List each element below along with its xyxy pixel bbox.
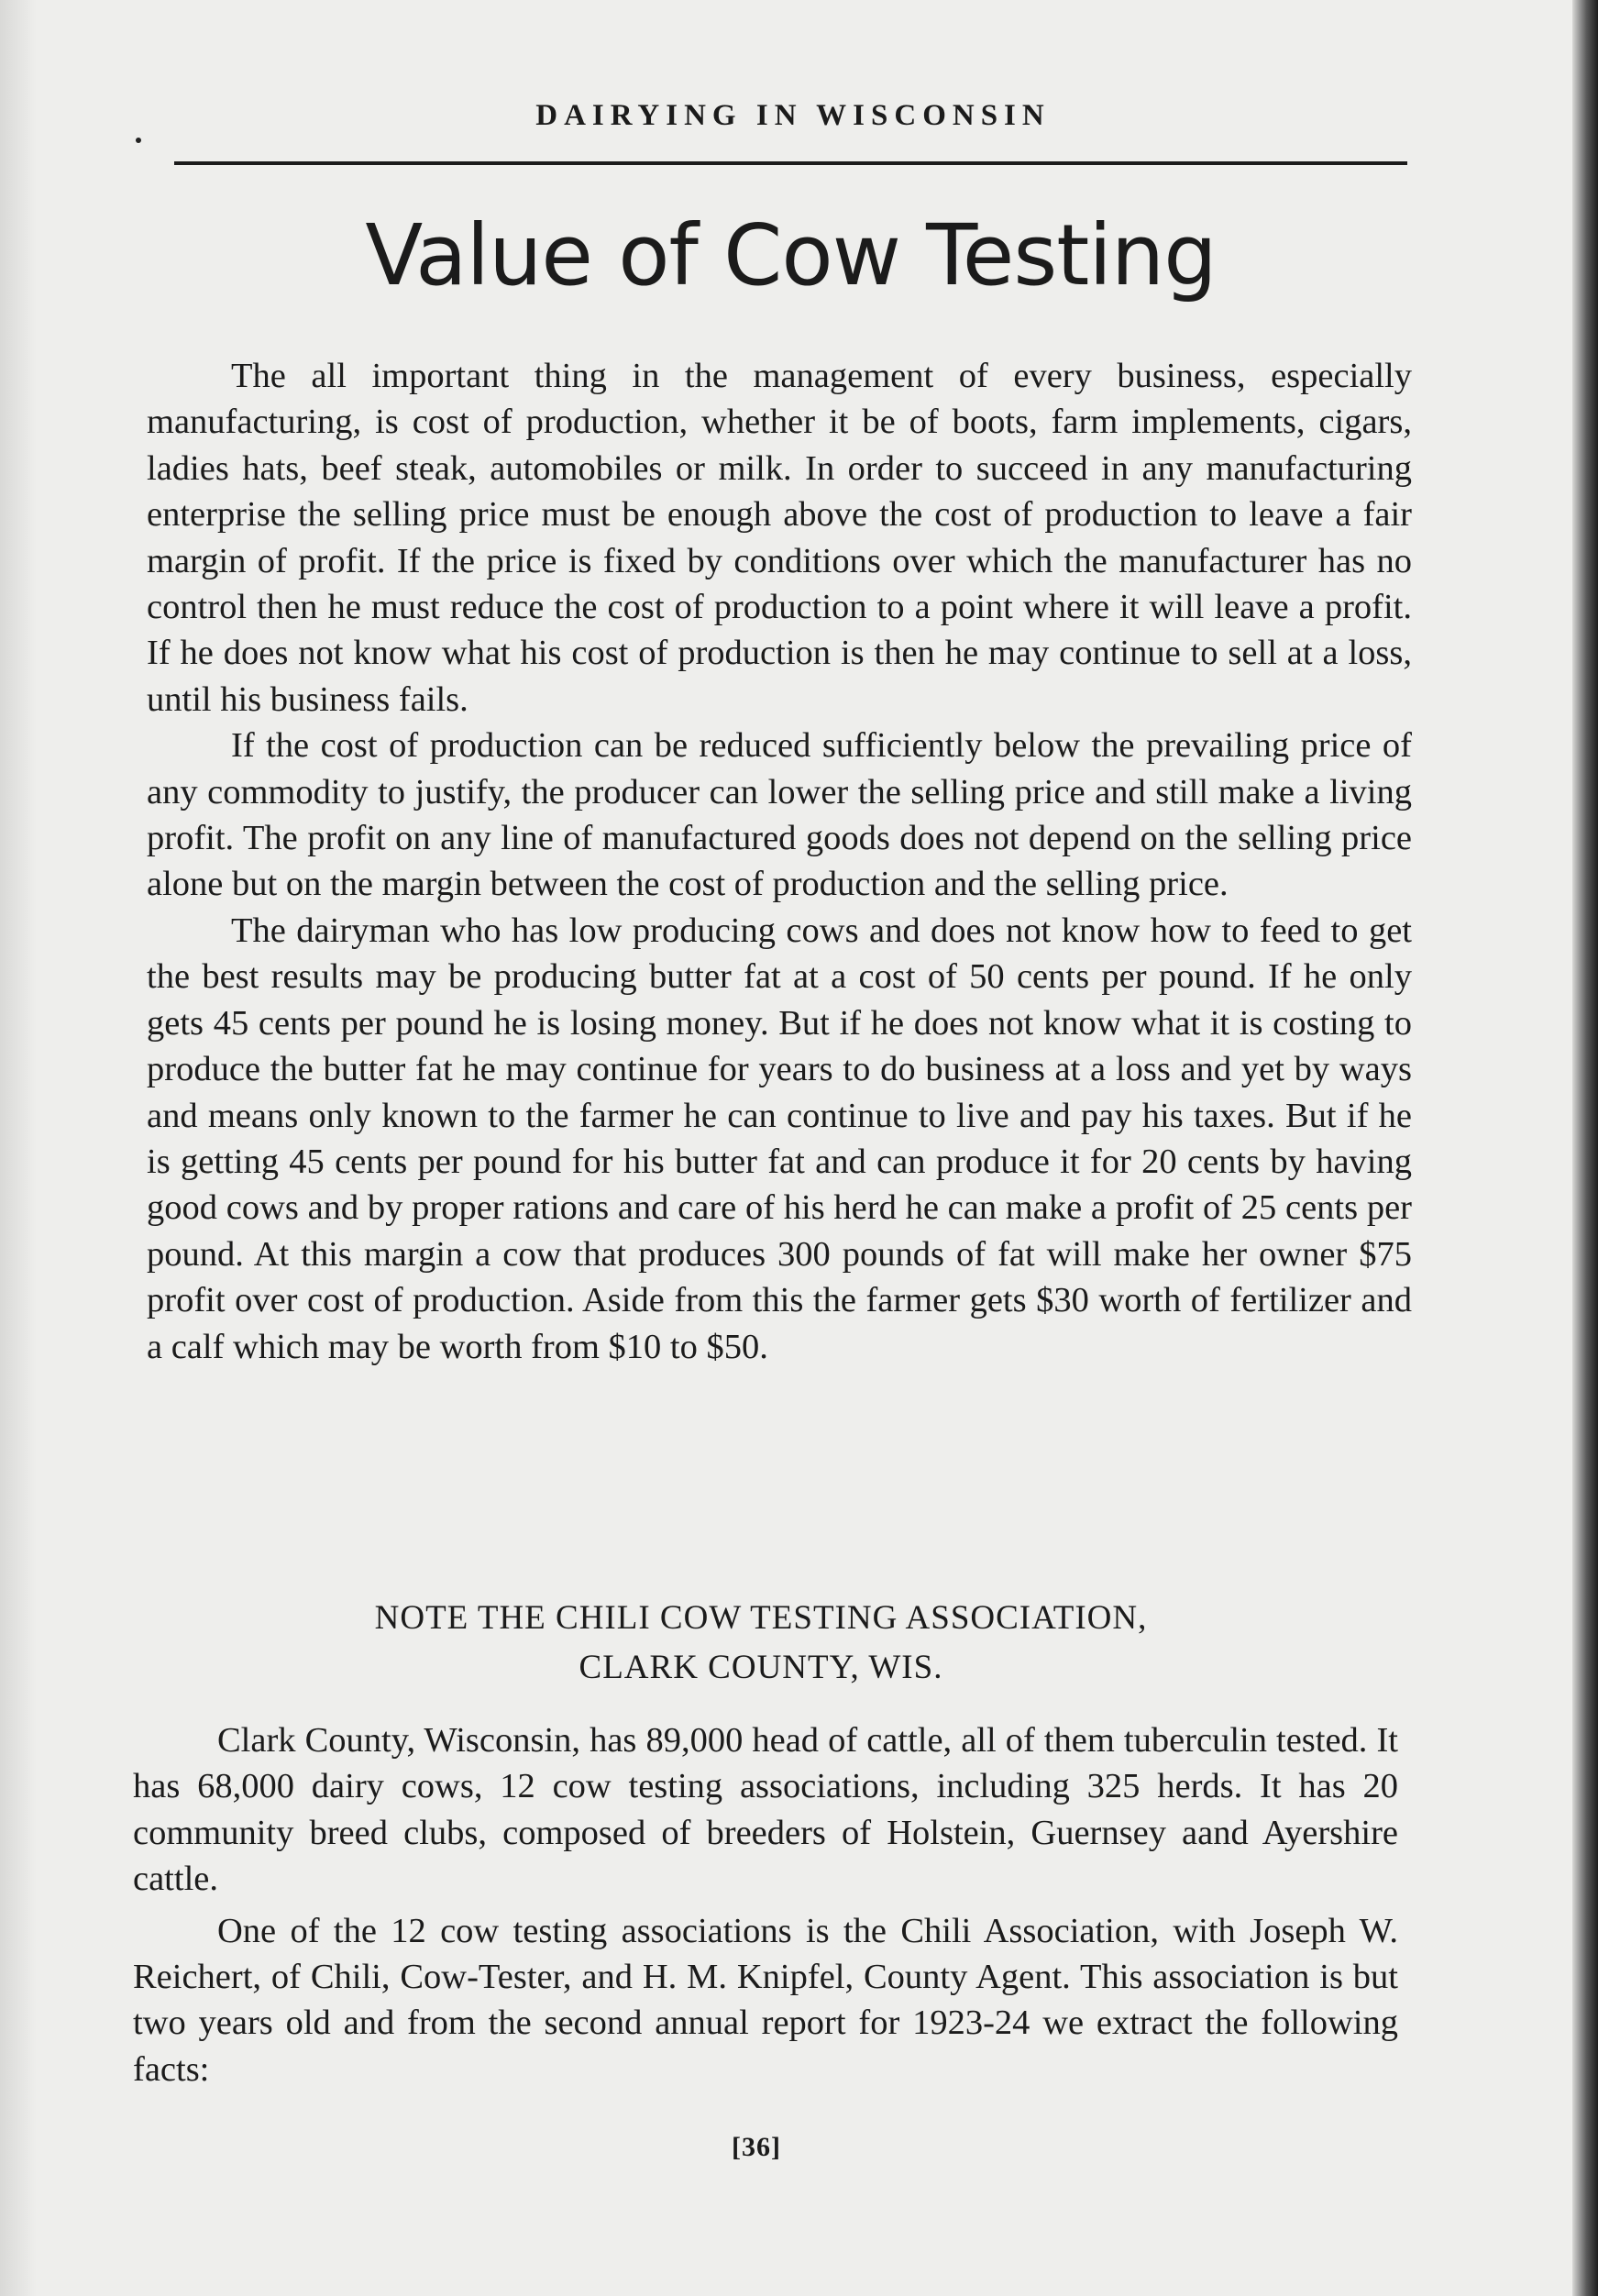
paragraph-dairyman: The dairyman who has low producing cows and does not know how to feed to get the best results may be producing butter fat at a cost of 50 cents per pound. If he only gets 45 cents per pound he is losing money. But if he does not know what it is costing to produce the butter fat he may continue for years to do business at a loss and yet by ways and means only known to the farmer he can continue to live and pay his taxes. But if he is getting 45 cents per pound for his butter fat and can produce it for 20 cents by having good cows and by proper rations and care of his herd he can make a profit of 25 cents per pound. At this margin a cow that produces 300 pounds of fat will make her owner $75 profit over cost of production. Aside from this the farmer gets $30 worth of fertilizer and a calf which may be worth from $10 to $50. [147,911,1412,1366]
intro-section [147,353,1412,1370]
header-rule [174,161,1407,165]
paragraph-chili-association: One of the 12 cow testing associations is the Chili Association, with Joseph W. Reichert, of Chili, Cow-Tester, and H. M. Knipfel, County Agent. This association is but two years old and from the second annual report for 1923-24 we extract the following facts: [133,1911,1398,2089]
section-heading-line-1: NOTE THE CHILI COW TESTING ASSOCIATION, [374,1599,1148,1637]
page-edge-left [0,0,37,2296]
paragraph-clark-county: Clark County, Wisconsin, has 89,000 head of cattle, all of them tuberculin tested. It has 68,000 dairy cows, 12 cow testing associations, including 325 herds. It has 20 community breed clubs, composed of breeders of Holstein, Guernsey aand Ayershire cattle. [133,1721,1398,1899]
page-edge-right [1572,0,1598,2296]
section-heading [174,1594,1348,1693]
section-heading-line-2: CLARK COUNTY, WIS. [579,1649,943,1686]
page-title: Value of Cow Testing [365,206,1217,304]
page-number: [36] [732,2132,781,2162]
margin-mark [136,138,141,143]
note-section [133,1717,1398,2092]
running-head: DAIRYING IN WISCONSIN [535,99,1051,132]
paragraph-cost-of-production: The all important thing in the management of every business, especially manufacturing, is cost of production, whether it be of boots, farm implements, cigars, ladies hats, beef steak, automobiles or milk. In order to succeed in any manufacturing enterprise the selling price must be enough above the cost of production to leave a fair margin of profit. If the price is fixed by conditions over which the manufacturer has no control then he must reduce the cost of production to a point where it will leave a profit. If he does not know what his cost of production is then he may continue to sell at a loss, until his business fails. [147,357,1412,719]
paragraph-selling-price: If the cost of production can be reduced sufficiently below the prevailing price of any commodity to justify, the producer can lower the selling price and still make a living profit. The profit on any line of manufactured goods does not depend on the selling price alone but on the margin between the cost of production and the selling price. [147,726,1412,904]
